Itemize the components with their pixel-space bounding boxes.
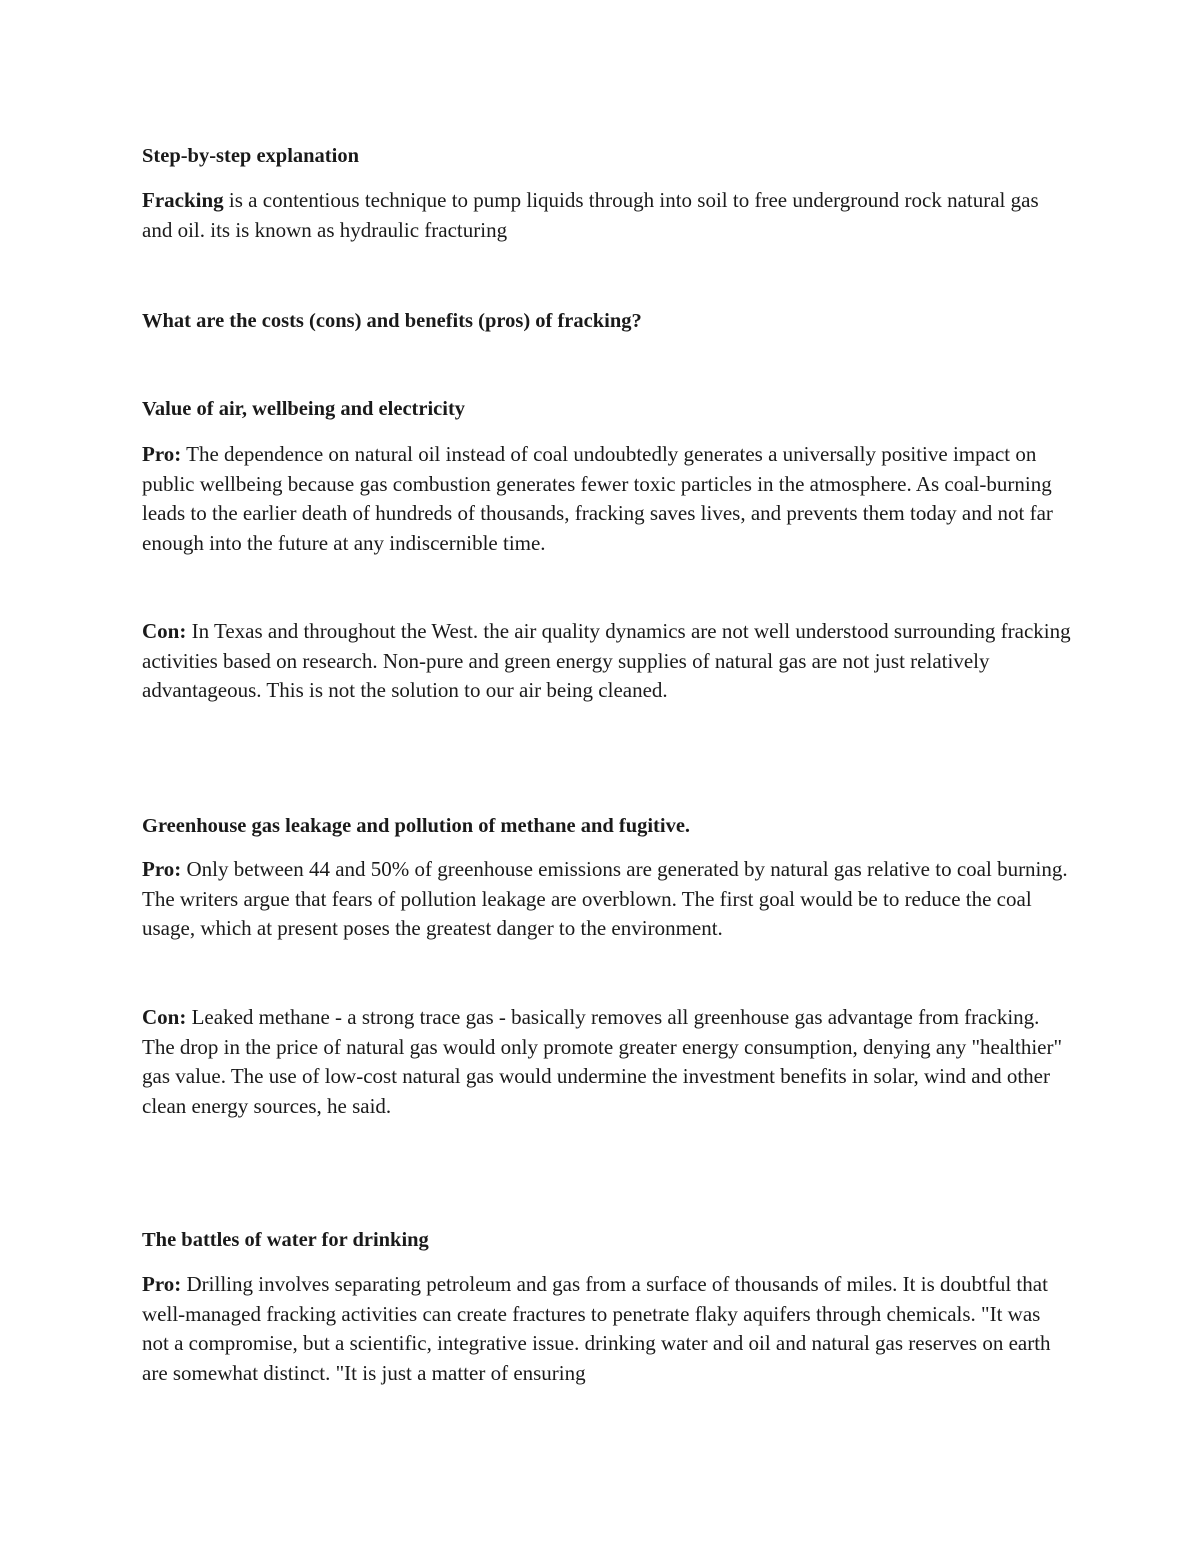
pro-paragraph-air	[142, 440, 1072, 558]
intro-title: Step-by-step explanation	[142, 145, 359, 167]
con-text: In Texas and throughout the West. the air quality dynamics are not well understood surrounding fracking activities based on research. Non-pure and green energy supplies of natural gas are not just relatively advantageous. This is not the solution to our air being cleaned.	[142, 619, 1071, 702]
section-heading-greenhouse: Greenhouse gas leakage and pollution of methane and fugitive.	[142, 815, 691, 837]
pro-text: Only between 44 and 50% of greenhouse emissions are generated by natural gas relative to coal burning. The writers argue that fears of pollution leakage are overblown. The first goal would be to reduce the coal usage, which at present poses the greatest danger to the environment.	[142, 857, 1068, 940]
con-label: Con:	[142, 1005, 187, 1029]
fracking-definition: is a contentious technique to pump liquids through into soil to free underground rock natural gas and oil. its is known as hydraulic fracturing	[142, 188, 1039, 242]
pro-paragraph-water	[142, 1270, 1072, 1388]
section-heading-air: Value of air, wellbeing and electricity	[142, 398, 466, 420]
con-label: Con:	[142, 619, 187, 643]
question-heading: What are the costs (cons) and benefits (pros) of fracking?	[142, 310, 642, 332]
section-heading-water: The battles of water for drinking	[142, 1229, 429, 1251]
intro-paragraph	[142, 186, 1072, 245]
pro-text: The dependence on natural oil instead of coal undoubtedly generates a universally positive impact on public wellbeing because gas combustion generates fewer toxic particles in the atmosphere. As coal-burning leads to the earlier death of hundreds of thousands, fracking saves lives, and prevents them today and not far enough into the future at any indiscernible time.	[142, 442, 1053, 555]
pro-label: Pro:	[142, 857, 182, 881]
con-text: Leaked methane - a strong trace gas - basically removes all greenhouse gas advantage from fracking. The drop in the price of natural gas would only promote greater energy consumption, denying any "healthier" gas value. The use of low-cost natural gas would undermine the investment benefits in solar, wind and other clean energy sources, he said.	[142, 1005, 1063, 1118]
con-paragraph-greenhouse	[142, 1003, 1072, 1121]
fracking-term: Fracking	[142, 188, 224, 212]
pro-label: Pro:	[142, 1272, 182, 1296]
pro-paragraph-greenhouse	[142, 855, 1072, 944]
con-paragraph-air	[142, 617, 1072, 706]
pro-label: Pro:	[142, 442, 182, 466]
pro-text: Drilling involves separating petroleum and gas from a surface of thousands of miles. It is doubtful that well-managed fracking activities can create fractures to penetrate flaky aquifers through chemicals. "It was not a compromise, but a scientific, integrative issue. drinking water and oil and natural gas reserves on earth are somewhat distinct. "It is just a matter of ensuring	[142, 1272, 1051, 1385]
